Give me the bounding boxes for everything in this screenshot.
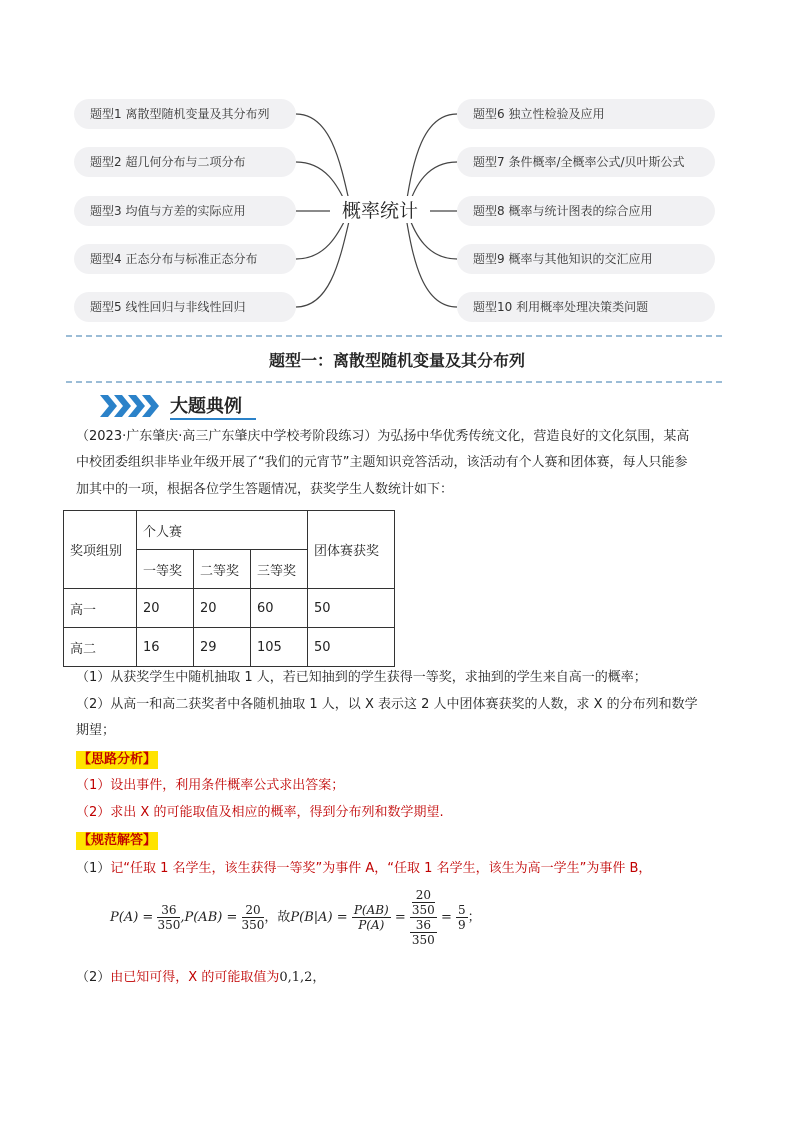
mindmap-item-3: 题型3 均值与方差的实际应用 (74, 196, 296, 226)
problem-intro-line-2: 中校团委组织非毕业年级开展了“我们的元宵节”主题知识竞答活动，该活动有个人赛和团体赛，每人只能参 (76, 455, 688, 470)
fraction-pa-num: 36 (157, 903, 180, 918)
award-table (63, 510, 395, 667)
cell: 20 (137, 589, 194, 628)
formula-gu: ，故 (264, 910, 291, 925)
header-team: 团体赛获奖 (308, 511, 395, 589)
cell: 29 (194, 628, 251, 667)
mindmap-item-4: 题型4 正态分布与标准正态分布 (74, 244, 296, 274)
probability-formula: P(A) = $\frac{36}{350}$ ,P(AB) = $\frac{20}{350}$ ，故P(B|A) = $\frac{P(AB)}{P(A)}$ = 20 350 36 350 = $\frac{5}{9}$ ； (110, 888, 481, 947)
inner-top-num: 20 (412, 888, 435, 903)
cell: 16 (137, 628, 194, 667)
mindmap-item-6: 题型6 独立性检验及应用 (457, 99, 715, 129)
formula-end: ； (467, 910, 481, 925)
fraction-pab (242, 903, 265, 932)
problem-intro-line-1: （2023·广东肇庆·高三广东肇庆中学校考阶段练习）为弘扬中华优秀传统文化，营造良好的文化氛围，某高 (76, 429, 690, 444)
fraction-compound (410, 888, 437, 947)
row-group: 高一 (64, 589, 137, 628)
table-row (64, 589, 395, 628)
fraction-result-den: 9 (457, 918, 466, 932)
fraction-pab-num: 20 (242, 903, 265, 918)
formula-pa-lhs: P(A) = (110, 910, 154, 925)
analysis-step-2: （2）求出 X 的可能取值及相应的概率，得到分布列和数学期望. (76, 805, 444, 820)
mindmap-item-2: 题型2 超几何分布与二项分布 (74, 147, 296, 177)
header-third-prize: 三等奖 (251, 550, 308, 589)
solution-tag: 【规范解答】 (78, 833, 157, 848)
fraction-result (456, 903, 468, 932)
mindmap-item-9: 题型9 概率与其他知识的交汇应用 (457, 244, 715, 274)
question-2-line-1: （2）从高一和高二获奖者中各随机抽取 1 人，以 X 表示这 2 人中团体赛获奖的人数，求 X 的分布列和数学 (76, 697, 698, 712)
formula-pba-lhs: P(B|A) = (290, 910, 348, 925)
question-1: （1）从获奖学生中随机抽取 1 人，若已知抽到的学生获得一等奖，求抽到的学生来自高一的概率； (76, 670, 647, 685)
problem-intro-line-3: 加其中的一项，根据各位学生答题情况，获奖学生人数统计如下： (76, 482, 454, 497)
solution-step-1-text: 记“任取 1 名学生，该生获得一等奖”为事件 A，“任取 1 名学生，该生为高一学生”为事件 B， (110, 861, 652, 876)
chevron-banner-icon (100, 395, 164, 417)
mindmap-item-10: 题型10 利用概率处理决策类问题 (457, 292, 715, 322)
cell: 105 (251, 628, 308, 667)
solution-step-2-values: 0,1,2 (279, 970, 313, 985)
solution-step-2-end: ， (312, 970, 326, 985)
analysis-step-1: （1）设出事件，利用条件概率公式求出答案； (76, 778, 345, 793)
cell: 60 (251, 589, 308, 628)
header-second-prize: 二等奖 (194, 550, 251, 589)
fraction-pab-den: 350 (241, 918, 265, 932)
cell: 20 (194, 589, 251, 628)
solution-step-1 (76, 857, 724, 881)
mindmap-item-1: 题型1 离散型随机变量及其分布列 (74, 99, 296, 129)
inner-bottom-den: 350 (411, 933, 435, 947)
header-first-prize: 一等奖 (137, 550, 194, 589)
header-group: 奖项组别 (64, 511, 137, 589)
section-title: 题型一：离散型随机变量及其分布列 (268, 351, 525, 370)
mindmap-item-7: 题型7 条件概率/全概率公式/贝叶斯公式 (457, 147, 715, 177)
divider-top (66, 335, 722, 337)
banner-title: 大题典例 (170, 396, 242, 417)
fraction-ratio (352, 903, 391, 932)
fraction-ratio-den: P(A) (358, 918, 385, 932)
solution-step-1-prefix: （1） (76, 861, 111, 876)
cell: 50 (308, 589, 395, 628)
banner-underline (170, 418, 256, 420)
fraction-pa-den: 350 (157, 918, 181, 932)
fraction-ratio-num: P(AB) (353, 903, 389, 917)
fraction-result-num: 5 (457, 903, 466, 917)
cell: 50 (308, 628, 395, 667)
solution-step-2 (76, 966, 724, 990)
header-individual: 个人赛 (137, 511, 308, 550)
inner-top-den: 350 (411, 903, 435, 917)
formula-pab-lhs: ,P(AB) = (180, 910, 238, 925)
mindmap-center-title: 概率统计 (330, 196, 430, 223)
fraction-inner-bottom (410, 918, 437, 947)
fraction-pa (157, 903, 180, 932)
table-row (64, 628, 395, 667)
inner-bottom-num: 36 (410, 918, 437, 933)
analysis-tag: 【思路分析】 (78, 752, 157, 767)
fraction-inner-top (412, 888, 435, 917)
mindmap-item-5: 题型5 线性回归与非线性回归 (74, 292, 296, 322)
row-group: 高二 (64, 628, 137, 667)
solution-step-2-prefix: （2） (76, 970, 111, 985)
divider-bottom (66, 381, 722, 383)
question-2-line-2: 期望； (76, 723, 116, 738)
mindmap-item-8: 题型8 概率与统计图表的综合应用 (457, 196, 715, 226)
solution-step-2-text: 由已知可得，X 的可能取值为 (110, 970, 280, 985)
